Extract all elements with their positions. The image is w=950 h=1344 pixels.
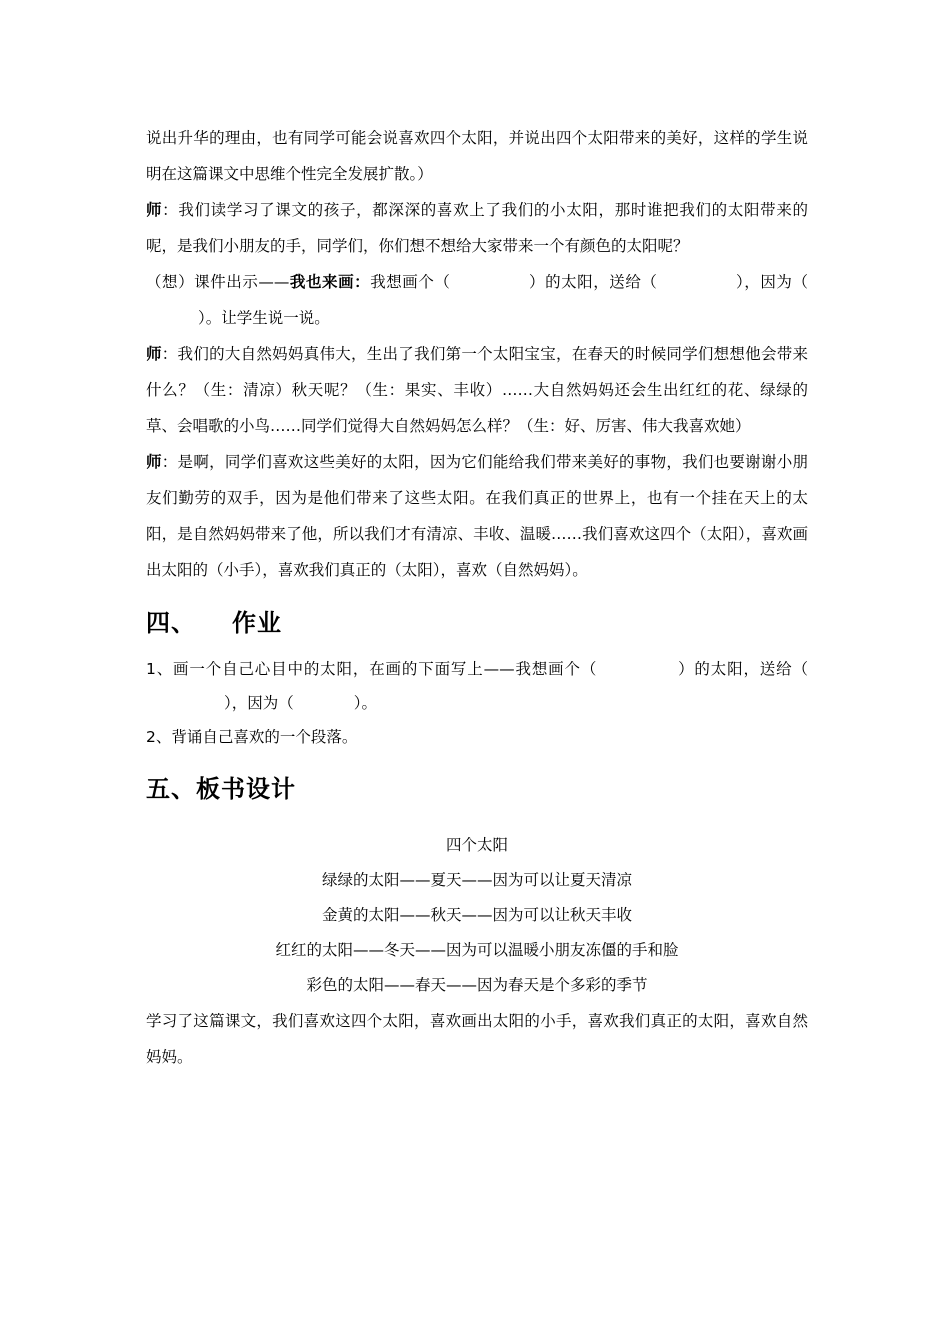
section-title: 作业 bbox=[232, 609, 282, 637]
prompt-intro: （想）课件出示—— bbox=[146, 273, 290, 291]
board-design bbox=[146, 828, 808, 1003]
teacher-label: 师 bbox=[146, 201, 163, 219]
homework-text-2: ）的太阳，送给（ bbox=[677, 660, 808, 678]
paragraph-teacher-1 bbox=[146, 192, 808, 264]
paragraph-teacher-2 bbox=[146, 336, 808, 444]
board-line: 绿绿的太阳——夏天——因为可以让夏天清凉 bbox=[321, 871, 632, 889]
section-heading-homework bbox=[146, 604, 808, 642]
paragraph-text: ：我们的大自然妈妈真伟大，生出了我们第一个太阳宝宝，在春天的时候同学们想想他会带来什么？（生：清凉）秋天呢？（生：果实、丰收）……大自然妈妈还会生出红红的花、绿绿的草、会唱歌的小鸟……同学们觉得大自然妈妈怎么样？（生：好、厉害、伟大我喜欢她） bbox=[146, 345, 808, 435]
board-line: 红红的太阳——冬天——因为可以温暖小朋友冻僵的手和脸 bbox=[275, 941, 679, 959]
paragraph-text: ：是啊，同学们喜欢这些美好的太阳，因为它们能给我们带来美好的事物，我们也要谢谢小朋友们勤劳的双手，因为是他们带来了这些太阳。在我们真正的世界上，也有一个挂在天上的太阳，是自然妈妈带来了他，所以我们才有清凉、丰收、温暖……我们喜欢这四个（太阳），喜欢画出太阳的（小手），喜欢我们真正的（太阳），喜欢（自然妈妈）。 bbox=[146, 453, 808, 579]
homework-text-3: ），因为（ bbox=[224, 694, 294, 712]
homework-text-4: ）。 bbox=[353, 694, 378, 712]
board-line: 金黄的太阳——秋天——因为可以让秋天丰收 bbox=[321, 906, 632, 924]
paragraph-teacher-3 bbox=[146, 444, 808, 588]
teacher-label: 师 bbox=[146, 453, 162, 471]
section-number: 四、 bbox=[146, 609, 196, 637]
homework-text-1: 1、画一个自己心目中的太阳，在画的下面写上——我想画个（ bbox=[146, 660, 598, 678]
section-heading-board-design: 五、板书设计 bbox=[146, 775, 296, 803]
prompt-text-3: ），因为（ bbox=[735, 273, 808, 291]
board-title: 四个太阳 bbox=[445, 836, 508, 854]
document-page bbox=[146, 120, 808, 1075]
prompt-text-2: ）的太阳，送给（ bbox=[528, 273, 658, 291]
prompt-text-1: 我想画个（ bbox=[370, 273, 451, 291]
prompt-bold-label: 我也来画： bbox=[289, 273, 371, 291]
homework-item-2: 2、背诵自己喜欢的一个段落。 bbox=[146, 728, 358, 746]
prompt-text-4: ）。让学生说一说。 bbox=[198, 309, 330, 327]
paragraph-continuation: 说出升华的理由，也有同学可能会说喜欢四个太阳，并说出四个太阳带来的美好，这样的学生说明在这篇课文中思维个性完全发展扩散。） bbox=[146, 129, 808, 183]
teacher-label: 师 bbox=[146, 345, 162, 363]
paragraph-text: ：我们读学习了课文的孩子，都深深的喜欢上了我们的小太阳，那时谁把我们的太阳带来的呢，是我们小朋友的手，同学们，你们想不想给大家带来一个有颜色的太阳呢？ bbox=[146, 201, 808, 255]
summary-paragraph: 学习了这篇课文，我们喜欢这四个太阳，喜欢画出太阳的小手，喜欢我们真正的太阳，喜欢自然妈妈。 bbox=[146, 1012, 808, 1066]
board-line: 彩色的太阳——春天——因为春天是个多彩的季节 bbox=[306, 976, 648, 994]
paragraph-drawing-prompt bbox=[146, 264, 808, 336]
homework-item-1 bbox=[146, 652, 808, 720]
